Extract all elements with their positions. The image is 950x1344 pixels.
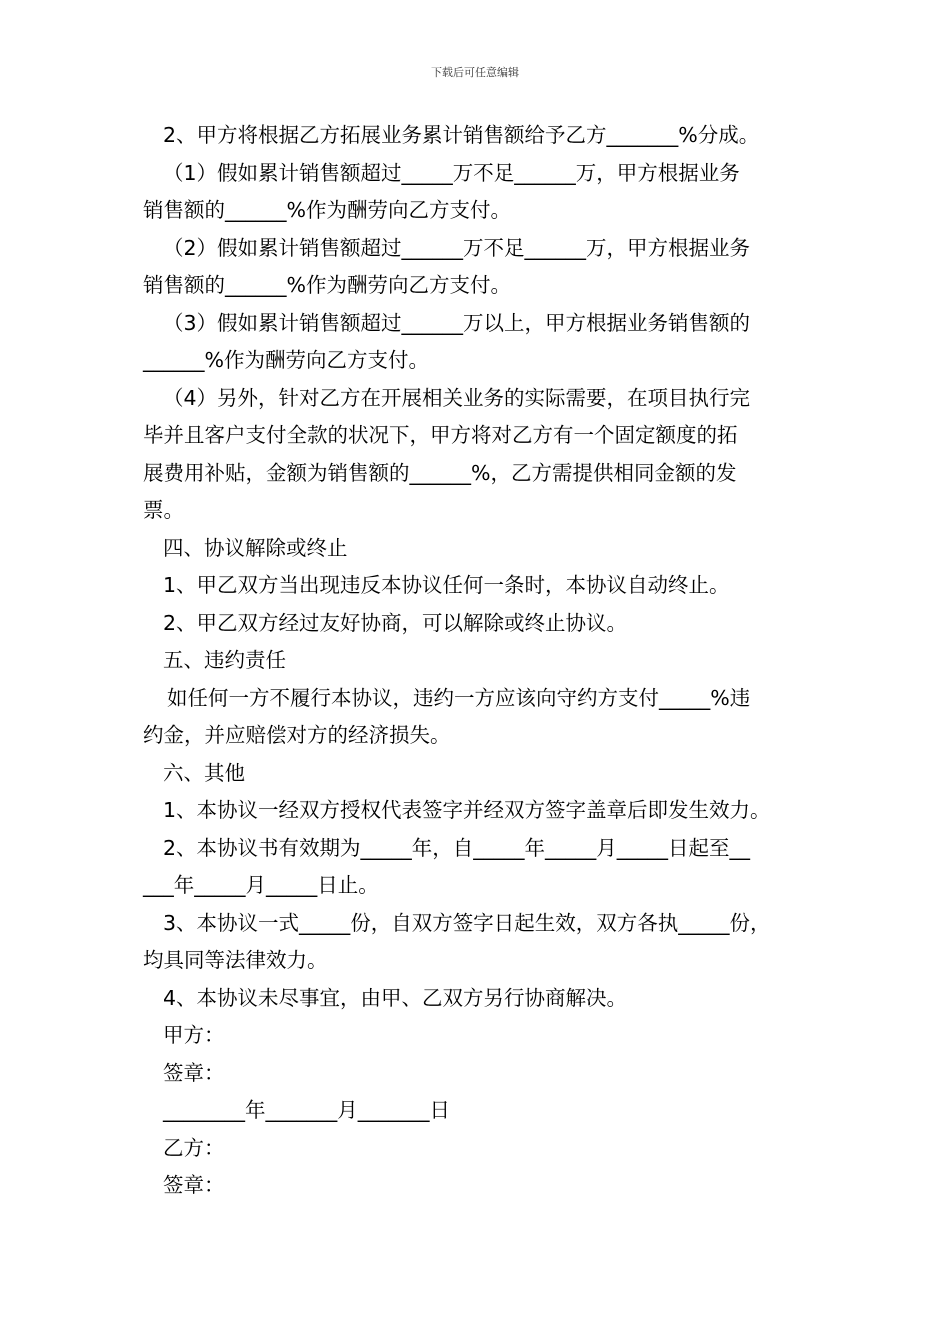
body-line: （1）假如累计销售额超过_____万不足______万，甲方根据业务 [163, 160, 740, 185]
body-line: 如任何一方不履行本协议，违约一方应该向守约方支付_____%违 [167, 685, 751, 710]
body-line: 销售额的______%作为酬劳向乙方支付。 [143, 273, 511, 297]
body-line: 票。 [143, 498, 184, 522]
body-line: （2）假如累计销售额超过______万不足______万，甲方根据业务 [163, 235, 751, 260]
body-line: 毕并且客户支付全款的状况下，甲方将对乙方有一个固定额度的拓 [143, 423, 738, 447]
date-line: ________年_______月_______日 [163, 1098, 450, 1122]
body-line: （3）假如累计销售额超过______万以上，甲方根据业务销售额的 [163, 310, 751, 335]
page-header: 下载后可任意编辑 [431, 66, 519, 79]
section-heading: 五、违约责任 [163, 648, 286, 672]
body-line: 销售额的______%作为酬劳向乙方支付。 [143, 198, 511, 222]
party-a-seal-label: 签章： [163, 1060, 225, 1085]
body-line: 3、本协议一式_____份，自双方签字日起生效，双方各执_____份， [163, 910, 771, 935]
section-heading: 四、协议解除或终止 [163, 535, 348, 560]
party-a-label: 甲方： [163, 1023, 225, 1047]
body-line: 均具同等法律效力。 [143, 948, 328, 972]
body-line: ___年_____月_____日止。 [143, 873, 379, 897]
party-b-label: 乙方： [163, 1135, 225, 1160]
body-line: 约金，并应赔偿对方的经济损失。 [143, 723, 451, 747]
party-b-seal-label: 签章： [163, 1173, 225, 1197]
body-line: （4）另外，针对乙方在开展相关业务的实际需要，在项目执行完 [163, 385, 751, 410]
body-line: 2、本协议书有效期为_____年，自_____年_____月_____日起至__ [163, 835, 751, 860]
body-line: 2、甲方将根据乙方拓展业务累计销售额给予乙方_______%分成。 [163, 123, 760, 147]
body-line: 展费用补贴，金额为销售额的______%，乙方需提供相同金额的发 [143, 460, 737, 485]
body-line: 2、甲乙双方经过友好协商，可以解除或终止协议。 [163, 610, 628, 635]
section-heading: 六、其他 [163, 760, 245, 785]
body-line: 1、甲乙双方当出现违反本协议任何一条时，本协议自动终止。 [163, 573, 730, 597]
body-line: ______%作为酬劳向乙方支付。 [143, 348, 429, 372]
body-line: 4、本协议未尽事宜，由甲、乙双方另行协商解决。 [163, 985, 628, 1010]
body-line: 1、本协议一经双方授权代表签字并经双方签字盖章后即发生效力。 [163, 798, 771, 822]
document-body [143, 117, 823, 1205]
